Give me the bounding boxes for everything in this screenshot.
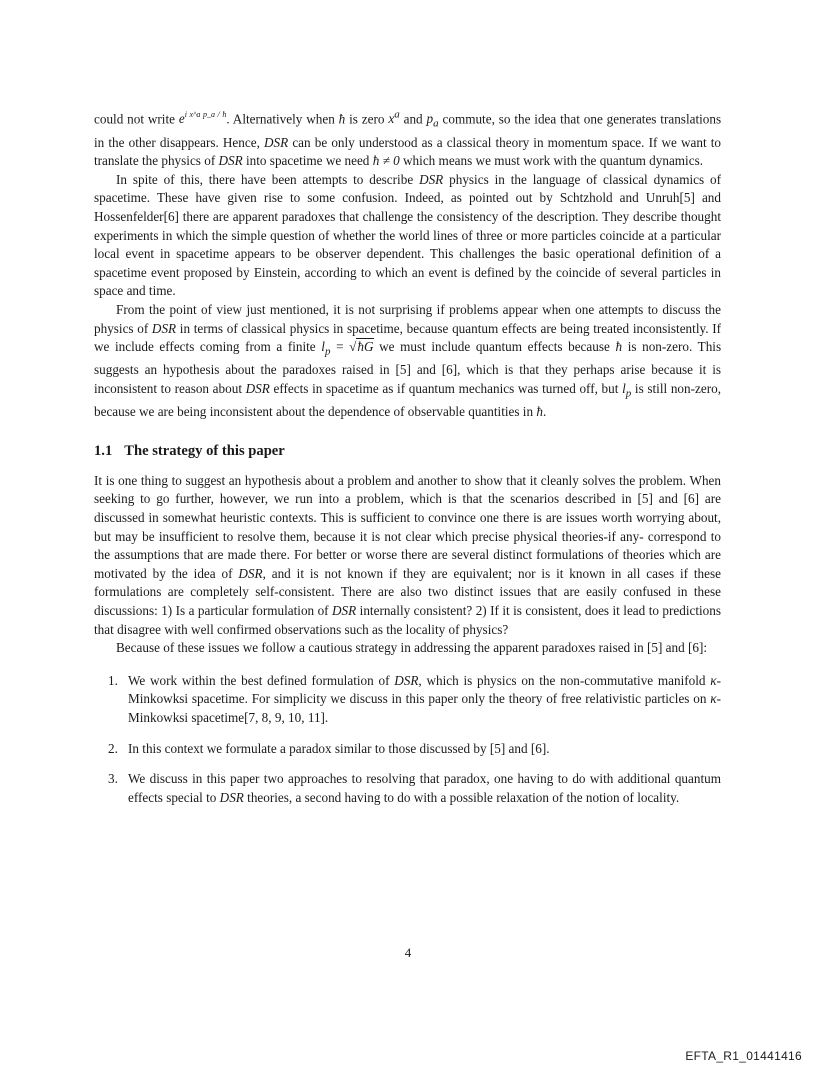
page-body [94,106,721,819]
paragraph-hypothesis: From the point of view just mentioned, it is not surprising if problems appear when one attempts to discuss the physics of DSR in terms of classical physics in spacetime, because quantum effects are being treated inconsistently. If we include effects coming from a finite $l_p$ = √ħG we must include quantum effects because ħ is non-zero. This suggests an hypothesis about the paradoxes raised in [5] and [6], which is that they perhaps arise because it is inconsistent to reason about DSR effects in spacetime as if quantum mechanics was turned off, but $l_p$ is still non-zero, because we are being inconsistent about the dependence of observable quantities in ħ. [94,301,722,420]
list-item: 1. We work within the best defined formulation of DSR, which is physics on the non-commutative manifold κ-Minkowksi spacetime. For simplicity we discuss in this paper only the theory of free relativistic particles on κ-Minkowksi spacetime[7, 8, 9, 10, 11]. [108,672,722,725]
exponential-term: $e^{i x\^{}a p\_a / ħ}$ [178,110,227,127]
list-item: 3. We discuss in this paper two approaches to resolving that paradox, one having to do with additional quantum effects special to DSR theories, a second having to do with a possible relaxation of the notion of locality. [108,771,721,805]
section-heading: 1.1 The strategy of this paper [94,442,285,459]
paragraph-cautious: Because of these issues we follow a cautious strategy in addressing the apparent paradoxes raised in [5] and [6]: [116,640,708,656]
list-item: 2. In this context we formulate a paradox similar to those discussed by [5] and [6]. [108,740,550,756]
document-id: EFTA_R1_01441416 [685,1049,802,1063]
paragraph-strategy: It is one thing to suggest an hypothesis about a problem and another to show that it cleanly solves the problem. When seeking to go further, however, we run into a problem, which is that the scenarios described in [5] and [6] are discussed in somewhat heuristic contexts. This is sufficient to convince one there is are issues worth worrying about, but may be insufficient to resolve them, because it is not clear which precise physical theories-if any- correspond to the assumptions that are made there. For better or worse there are several distinct formulations of theories which are motivated by the idea of DSR, and it is not known if they are equivalent; nor is it known in all cases if these formulations are completely self-consistent. There are also two distinct issues that are easily confused in these discussions: 1) Is a particular formulation of DSR internally consistent? 2) If it is consistent, does it lead to predictions that disagree with well confirmed observations such as the locality of physics? [94,472,721,637]
paragraph-continuation: could not write $e^{i x\^{}a p\_a / ħ}$. Alternatively when ħ is zero $x^a$ and $p_a$ commute, so the idea that one generates translations in the other disappears. Hence, DSR can be only understood as a classical theory in momentum space. If we want to translate the physics of DSR into spacetime we need ħ ≠ 0 which means we must work with the quantum dynamics. [94,109,722,169]
sqrt-expression: √ħG [349,339,374,355]
page-number: 4 [404,945,412,960]
strategy-list [94,672,721,808]
paragraph-attempts: In spite of this, there have been attempts to describe DSR physics in the language of classical dynamics of spacetime. These have given rise to some confusion. Indeed, as pointed out by Schtzhold and Unruh[5] and Hossenfelder[6] there are apparent paradoxes that challenge the consistency of the description. They describe thought experiments in which the simple question of whether the world lines of three or more particles coincide at a particular local event in spacetime appears to be observer dependent. This challenges the basic operational definition of a spacetime event proposed by Einstein, according to which an event is defined by the coincide of several particles in space and time. [94,171,722,299]
